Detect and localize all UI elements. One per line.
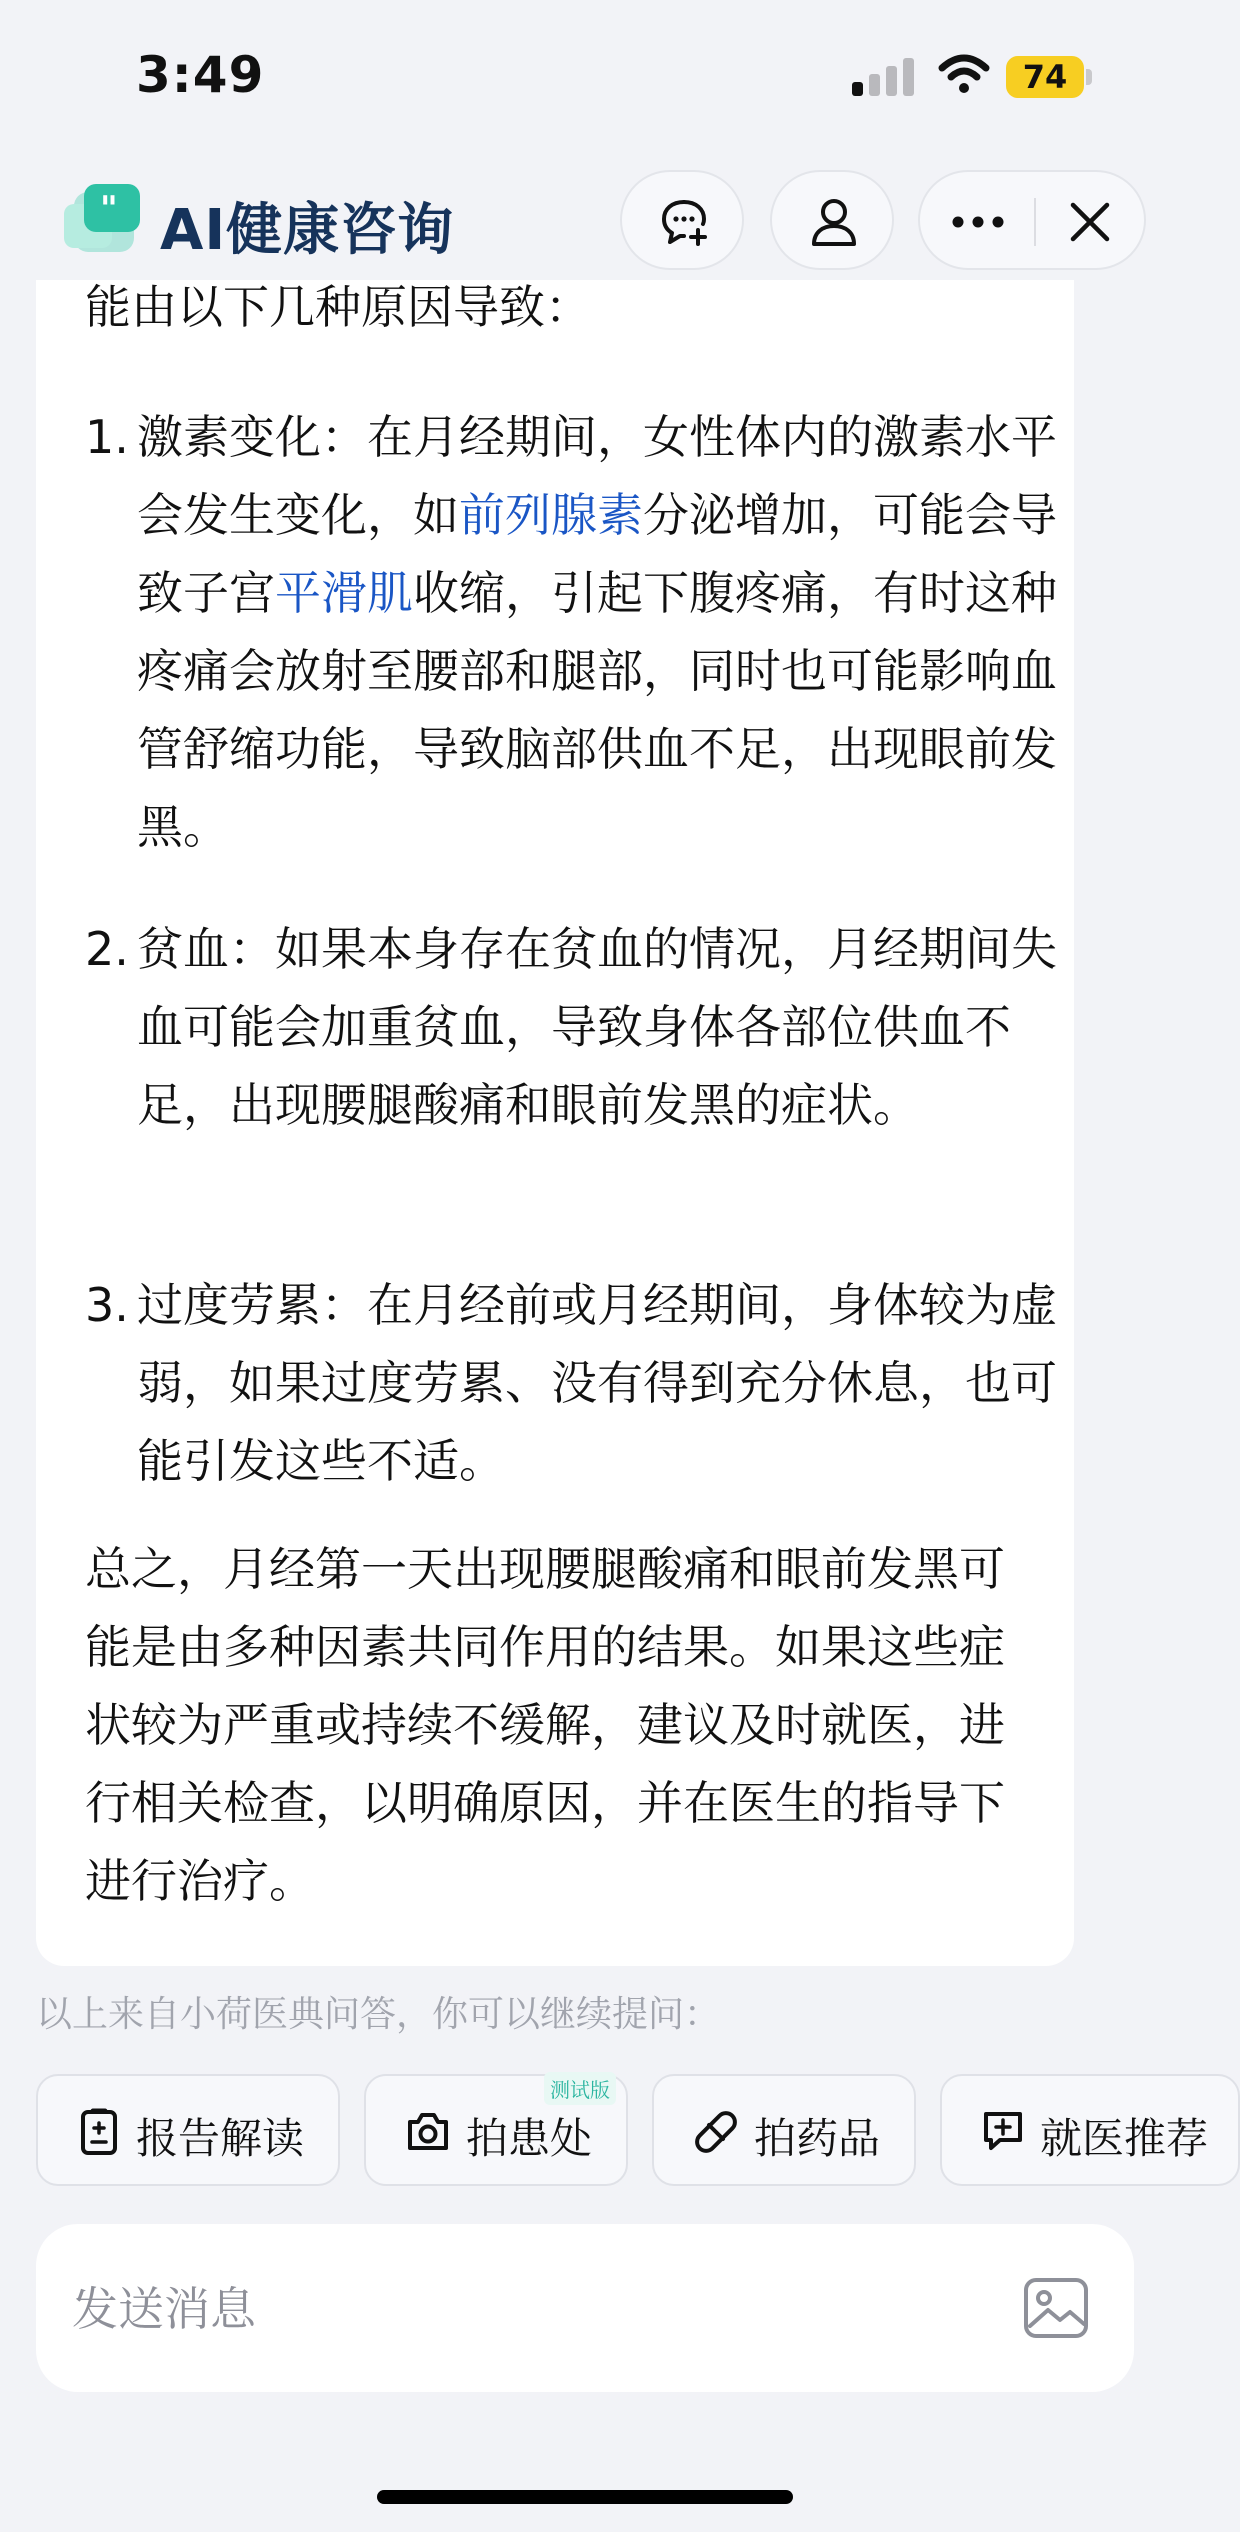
profile-icon <box>810 196 858 248</box>
close-icon[interactable] <box>1068 200 1112 244</box>
text-segment: 收缩，引起下腹疼痛，有时这种疼痛会放射至腰部和腿部，同时也可能影响血管舒缩功能，导致脑部供血不足，出现眼前发黑。 <box>137 566 1057 854</box>
battery-level: 74 <box>1022 58 1068 96</box>
list-text <box>137 398 1065 866</box>
wifi-icon <box>938 54 990 94</box>
list-item <box>85 1266 1065 1500</box>
pill-icon <box>694 2110 738 2154</box>
signal-icon <box>852 56 914 96</box>
answer-summary: 总之，月经第一天出现腰腿酸痛和眼前发黑可能是由多种因素共同作用的结果。如果这些症状较为严重或持续不缓解，建议及时就医，进行相关检查，以明确原因，并在医生的指导下进行治疗。 <box>85 1542 1005 1908</box>
status-bar <box>0 0 1170 150</box>
term-link-prostaglandin[interactable]: 前列腺素 <box>459 488 643 542</box>
list-text: 贫血：如果本身存在贫血的情况，月经期间失血可能会加重贫血，导致身体各部位供血不足，出现腰腿酸痛和眼前发黑的症状。 <box>137 922 1057 1132</box>
capsule-divider <box>1034 198 1036 246</box>
mini-program-capsule <box>918 170 1146 270</box>
list-text: 过度劳累：在月经前或月经期间，身体较为虚弱，如果过度劳累、没有得到充分休息，也可能引发这些不适。 <box>137 1278 1057 1488</box>
term-link-smooth-muscle[interactable]: 平滑肌 <box>275 566 413 620</box>
new-chat-icon <box>658 196 710 248</box>
photo-medicine-button[interactable] <box>652 2074 916 2186</box>
action-label: 就医推荐 <box>1040 2114 1209 2163</box>
battery-icon <box>1006 56 1092 98</box>
source-note: 以上来自小荷医典问答，你可以继续提问： <box>36 1994 721 2035</box>
quick-actions <box>36 2074 1209 2188</box>
message-input-bar <box>36 2224 1134 2392</box>
answer-card <box>36 280 1074 1966</box>
action-label: 拍药品 <box>754 2114 881 2163</box>
home-indicator <box>377 2490 793 2504</box>
list-number: 2. <box>85 922 129 976</box>
camera-icon <box>406 2110 450 2152</box>
more-icon[interactable] <box>950 208 1006 236</box>
text-segment: 激素变化：在月经期间，女性体内的激素水平会发生变化，如 <box>137 410 1057 542</box>
app-logo-icon <box>60 178 146 264</box>
profile-button[interactable] <box>770 170 894 270</box>
report-icon <box>80 2108 118 2156</box>
app-header <box>0 160 1170 280</box>
action-label: 拍患处 <box>466 2114 593 2163</box>
image-icon[interactable] <box>1022 2274 1090 2342</box>
list-item <box>85 398 1065 866</box>
status-time: 3:49 <box>136 46 265 104</box>
app-title: AI健康咨询 <box>160 198 455 263</box>
answer-partial-line: 能由以下几种原因导致： <box>85 280 591 334</box>
new-chat-button[interactable] <box>620 170 744 270</box>
list-number: 3. <box>85 1278 129 1332</box>
clinic-recommend-button[interactable] <box>940 2074 1240 2186</box>
message-input[interactable] <box>72 2274 972 2344</box>
action-label: 报告解读 <box>136 2114 305 2163</box>
svg-text:": " <box>100 189 118 229</box>
beta-badge: 测试版 <box>544 2072 616 2105</box>
list-item <box>85 910 1065 1144</box>
list-number: 1. <box>85 410 129 464</box>
chat-plus-icon <box>980 2108 1026 2154</box>
text-segment: 分泌增加，可能会导致子宫 <box>137 488 1057 620</box>
report-interpret-button[interactable] <box>36 2074 340 2186</box>
